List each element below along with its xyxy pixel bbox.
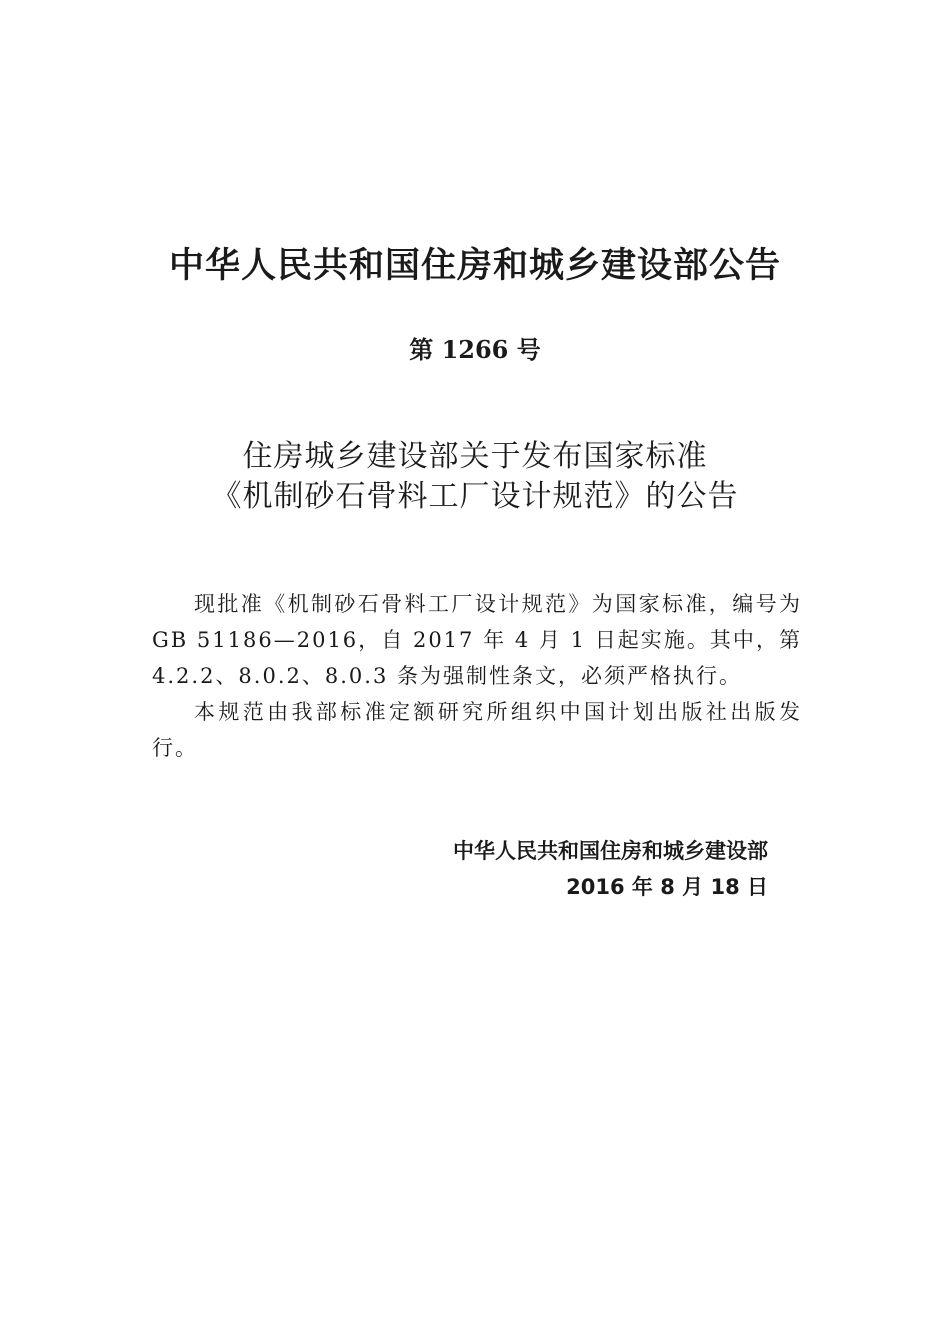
- body-paragraph-2: 本规范由我部标准定额研究所组织中国计划出版社出版发行。: [152, 700, 802, 760]
- signature-block: [453, 833, 768, 905]
- notice-subject-line-2: 《机制砂石骨料工厂设计规范》的公告: [211, 479, 739, 514]
- authority-title: 中华人民共和国住房和城乡建设部公告: [168, 246, 781, 286]
- signature-issuer: 中华人民共和国住房和城乡建设部: [453, 839, 768, 863]
- notice-subject: [0, 437, 950, 517]
- notice-body: [152, 586, 802, 766]
- notice-number: 第 1266 号: [409, 335, 541, 364]
- body-paragraph-1: 现批准《机制砂石骨料工厂设计规范》为国家标准，编号为GB 51186—2016，自 2017 年 4 月 1 日起实施。其中，第 4.2.2、8.0.2、8.0.3 条为强制性条文，必须严格执行。: [152, 592, 802, 688]
- notice-subject-line-1: 住房城乡建设部关于发布国家标准: [242, 439, 708, 474]
- signature-date: 2016 年 8 月 18 日: [566, 875, 768, 899]
